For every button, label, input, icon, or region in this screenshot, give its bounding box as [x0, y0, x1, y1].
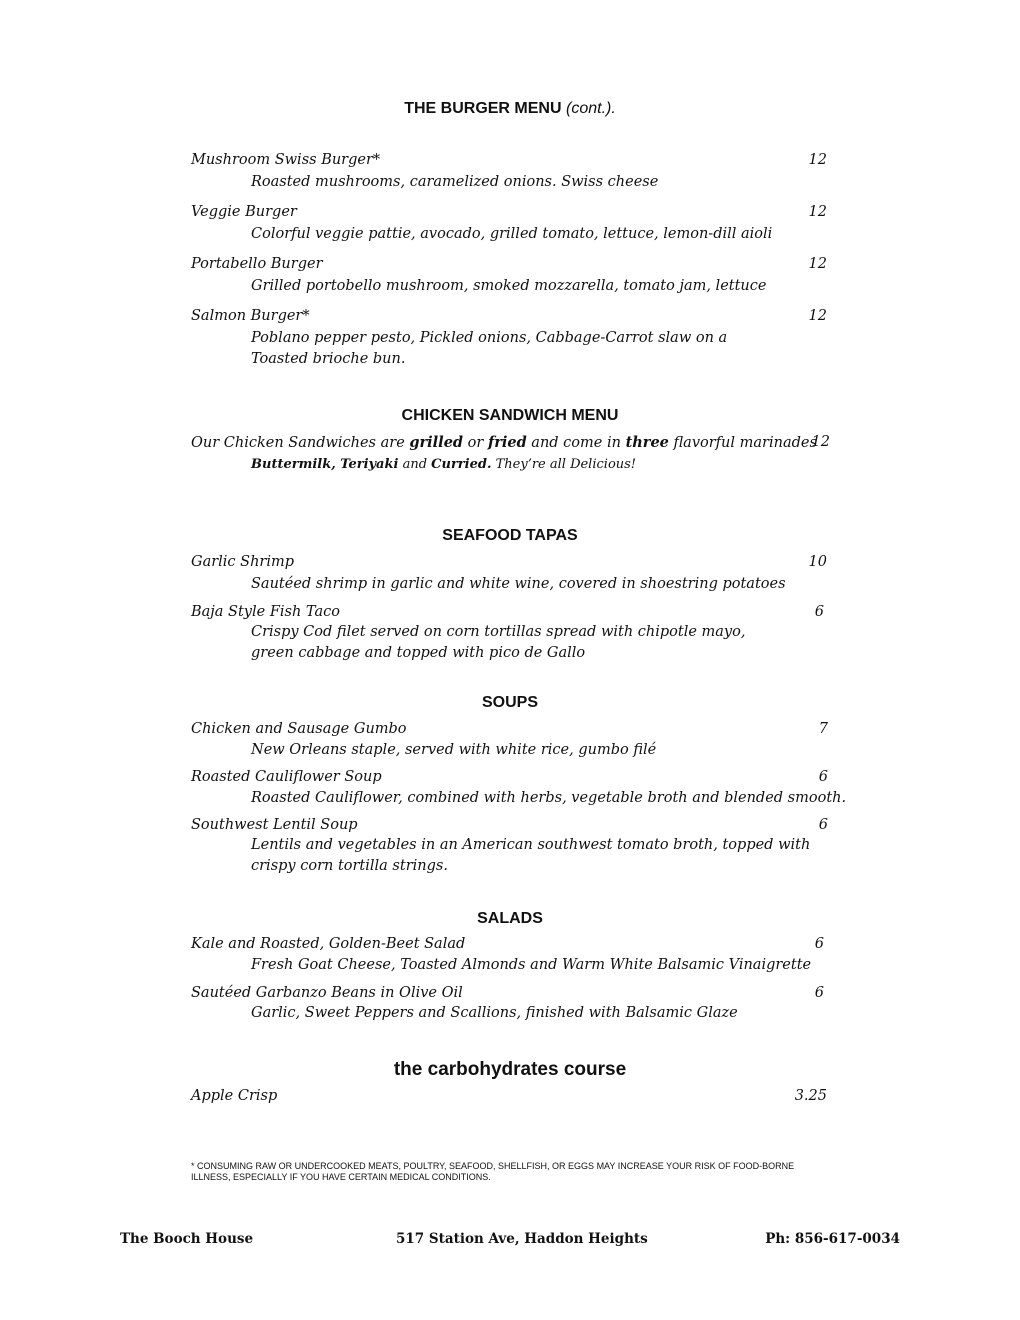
menu-item-name: Southwest Lentil Soup: [191, 817, 358, 833]
chicken-intro-text: or: [463, 435, 488, 451]
food-safety-disclaimer: * CONSUMING RAW OR UNDERCOOKED MEATS, POULTRY, SEAFOOD, SHELLFISH, OR EGGS MAY INCREASE YOUR RISK OF FOOD-BORNE ILLNESS, ESPECIALLY IF YOU HAVE CERTAIN MEDICAL CONDITIONS.: [191, 1161, 795, 1182]
menu-item-name: Garlic Shrimp: [191, 554, 295, 570]
salads-heading: SALADS: [477, 910, 543, 927]
menu-item-name: Chicken and Sausage Gumbo: [191, 721, 407, 737]
menu-item-price: 6: [818, 769, 828, 785]
chicken-marinade-count: three: [625, 434, 669, 451]
chicken-marinades: [251, 457, 636, 472]
marinade-tagline: They’re all Delicious!: [491, 457, 637, 472]
chicken-option-fried: fried: [487, 434, 527, 451]
menu-item-price: 12: [808, 256, 827, 272]
menu-item-name: Kale and Roasted, Golden-Beet Salad: [191, 936, 466, 952]
menu-item-name: Portabello Burger: [191, 256, 323, 272]
footer-phone: Ph: 856-617-0034: [765, 1231, 900, 1247]
menu-item-description: Poblano pepper pesto, Pickled onions, Cabbage-Carrot slaw on a Toasted brioche bun.: [251, 330, 728, 367]
carbohydrates-heading: the carbohydrates course: [393, 1059, 627, 1080]
menu-item-description: Fresh Goat Cheese, Toasted Almonds and Warm White Balsamic Vinaigrette: [251, 957, 812, 973]
chicken-intro-text: Our Chicken Sandwiches are: [191, 435, 410, 451]
menu-item-description: New Orleans staple, served with white rice, gumbo filé: [251, 742, 657, 758]
soups-heading: SOUPS: [481, 694, 538, 711]
marinade-connector: and: [398, 457, 432, 472]
chicken-intro-text: and come in: [526, 435, 626, 451]
menu-item-description: Grilled portobello mushroom, smoked mozzarella, tomato jam, lettuce: [251, 278, 767, 294]
menu-item-name: Veggie Burger: [191, 204, 297, 220]
menu-item-name: Mushroom Swiss Burger*: [191, 152, 381, 168]
menu-item-price: 6: [814, 985, 824, 1001]
menu-item-name: Salmon Burger*: [191, 308, 310, 324]
menu-item-description: Roasted mushrooms, caramelized onions. Swiss cheese: [251, 174, 659, 190]
chicken-menu-intro: [191, 434, 817, 451]
chicken-menu-heading: CHICKEN SANDWICH MENU: [401, 407, 619, 424]
menu-item-description: Colorful veggie pattie, avocado, grilled tomato, lettuce, lemon-dill aioli: [251, 226, 773, 242]
menu-item-price: 3.25: [794, 1088, 827, 1104]
chicken-option-grilled: grilled: [409, 434, 464, 451]
menu-item-name: Baja Style Fish Taco: [191, 604, 340, 620]
menu-item-price: 12: [808, 204, 827, 220]
menu-item-price: 12: [808, 308, 827, 324]
marinade-curried: Curried.: [431, 457, 492, 472]
menu-item-description: Garlic, Sweet Peppers and Scallions, finished with Balsamic Glaze: [251, 1005, 738, 1021]
menu-item-name: Apple Crisp: [191, 1088, 278, 1104]
menu-item-price: 12: [808, 152, 827, 168]
menu-item-description: Sautéed shrimp in garlic and white wine, covered in shoestring potatoes: [251, 576, 786, 592]
burger-menu-heading: [0, 100, 1020, 118]
chicken-intro-text: flavorful marinades: [668, 435, 817, 451]
footer-restaurant-name: The Booch House: [120, 1231, 254, 1247]
seafood-tapas-heading: SEAFOOD TAPAS: [442, 527, 578, 544]
burger-menu-title-suffix: (cont.).: [566, 100, 616, 117]
menu-item-description: Lentils and vegetables in an American southwest tomato broth, topped with crispy corn tortilla strings.: [251, 837, 811, 874]
menu-item-price: 6: [814, 936, 824, 952]
menu-item-price: 10: [808, 554, 827, 570]
burger-menu-title: THE BURGER MENU: [404, 100, 562, 117]
chicken-menu-price: 12: [811, 434, 830, 450]
menu-item-description: Crispy Cod filet served on corn tortillas spread with chipotle mayo, green cabbage and topped with pico de Gallo: [251, 624, 746, 661]
footer-address: 517 Station Ave, Haddon Heights: [396, 1231, 648, 1247]
marinade-names: Buttermilk, Teriyaki: [251, 457, 399, 472]
menu-item-price: 7: [818, 721, 828, 737]
menu-item-name: Sautéed Garbanzo Beans in Olive Oil: [191, 985, 463, 1001]
menu-item-name: Roasted Cauliflower Soup: [191, 769, 382, 785]
menu-item-price: 6: [818, 817, 828, 833]
menu-item-price: 6: [814, 604, 824, 620]
menu-item-description: Roasted Cauliflower, combined with herbs, vegetable broth and blended smooth.: [251, 790, 847, 806]
